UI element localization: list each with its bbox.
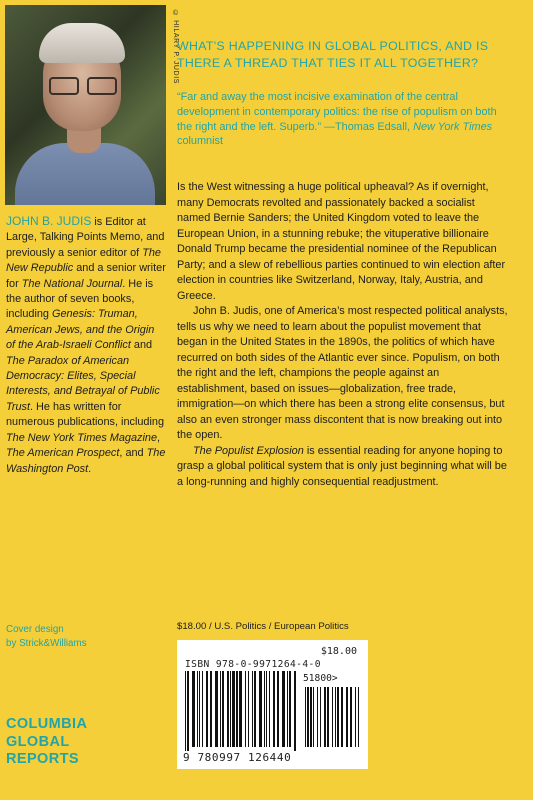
text-run: , and — [119, 447, 147, 460]
barcode-bar — [273, 671, 275, 747]
italic-text: The Populist Explosion — [193, 444, 304, 457]
barcode-bar — [269, 671, 270, 747]
barcode-bar — [236, 671, 238, 747]
cover-design-line: Cover design — [6, 624, 64, 635]
barcode-addon-bar — [327, 687, 329, 747]
barcode-bar — [230, 671, 231, 747]
author-bio — [6, 214, 166, 477]
barcode-bar — [232, 671, 235, 747]
barcode-digits: 9 780997 126440 — [183, 751, 292, 764]
barcode-bar — [289, 671, 291, 747]
text-run: and a senior writer for — [6, 262, 166, 290]
text-run: Is the West witnessing a huge political upheaval? As if overnight, many Democrats revolted and passionately backed a socialist named Bernie Sanders; the United Kingdom voted to leave the European Union, in a stunning rebuke; the vituperative billionaire Donald Trump became the presidential nominee of the Republican Party; and a slew of rebellious parties continued to win election after election in countries like Switzerland, Norway, Italy, Austria, and Greece. — [177, 181, 506, 302]
barcode-price: $18.00 — [320, 646, 357, 657]
barcode-bar — [294, 671, 296, 751]
description-paragraph — [177, 180, 509, 304]
barcode-addon-bar — [320, 687, 321, 747]
text-run: is essential reading for anyone hoping to grasp a global political system that is only just beginning what will be a long-running and highly consequential readjustment. — [177, 444, 507, 488]
barcode-isbn: ISBN 978-0-9971264-4-0 — [185, 659, 321, 670]
author-photo — [5, 5, 166, 205]
author-name: JOHN B. JUDIS — [6, 214, 92, 228]
barcode-bar — [264, 671, 265, 747]
cover-design-line: by Strick&Williams — [6, 638, 87, 649]
text-run: columnist — [177, 135, 223, 148]
author-bio-text — [6, 216, 166, 475]
barcode-addon-bar — [310, 687, 312, 747]
price-category-line: $18.00 / U.S. Politics / European Politics — [177, 621, 349, 632]
description-paragraph — [177, 444, 509, 491]
description-body — [177, 180, 509, 490]
text-run: “Far and away the most incisive examination of the central development in contemporary politics: the rise of populism on both the right and the left. Superb.” —Thomas Edsall, — [177, 91, 497, 133]
publisher-logo-line: REPORTS — [6, 751, 79, 767]
barcode-addon-bar — [350, 687, 352, 747]
text-run: . — [88, 462, 92, 475]
barcode-addon-bar — [355, 687, 356, 747]
barcode-bar — [206, 671, 208, 747]
barcode-bar — [199, 671, 200, 747]
italic-text: The New Republic — [6, 246, 161, 275]
author-photo-hair — [39, 23, 125, 63]
barcode-addon-bar — [358, 687, 359, 747]
barcode-addon-bar — [341, 687, 343, 747]
barcode-bar — [187, 671, 189, 751]
barcode-bar — [282, 671, 285, 747]
barcode-bar — [210, 671, 212, 747]
barcode-addon-bar — [305, 687, 306, 747]
barcode-bar — [239, 671, 242, 747]
barcode-box — [177, 640, 368, 769]
barcode-addon-bar — [346, 687, 348, 747]
barcode-bar — [192, 671, 195, 747]
barcode-bars — [177, 640, 368, 769]
barcode-bar — [277, 671, 279, 747]
barcode-bar — [259, 671, 262, 747]
headline: WHAT'S HAPPENING IN GLOBAL POLITICS, AND IS THERE A THREAD THAT TIES IT ALL TOGETHER? — [177, 39, 489, 70]
barcode-addon-bar — [307, 687, 309, 747]
barcode-bar — [222, 671, 224, 747]
barcode-bar — [252, 671, 253, 747]
author-photo-glasses — [49, 77, 117, 93]
italic-text: The New York Times Magazine — [6, 431, 158, 444]
photo-credit: © HILARY P. JUDIS — [172, 10, 179, 85]
text-run: John B. Judis, one of America’s most respected political analysts, tells us why we need to learn about the populist movement that began in the United States in the 1890s, the politics of which have recurred on both sides of the Atlantic ever since. Populism, on both the right and the left, champions the people against an establishment, based on issues—globalization, free trade, immigration—on which there has been a strong elite consensus, but also an even stronger mass discontent that is now breaking out into the open. — [177, 305, 508, 441]
barcode-bar — [227, 671, 229, 747]
barcode-addon-bar — [335, 687, 336, 747]
cover-design-credit — [6, 623, 166, 651]
italic-text: The National Journal — [21, 277, 123, 290]
barcode-bar — [287, 671, 288, 747]
barcode-bar — [202, 671, 203, 747]
barcode-addon-bar — [324, 687, 326, 747]
text-run: . He has written for numerous publications, including — [6, 400, 165, 429]
publisher-logo-line: COLUMBIA — [6, 716, 88, 732]
description-paragraph — [177, 304, 509, 444]
barcode-addon-bar — [313, 687, 314, 747]
text-run: is Editor at Large, Talking Points Memo, and previously a senior editor of — [6, 216, 165, 259]
italic-text: The Washington Post — [6, 447, 166, 475]
italic-text: New York Times — [413, 120, 493, 133]
barcode-bar — [197, 671, 198, 747]
barcode-bar — [220, 671, 221, 747]
barcode-addon-bar — [332, 687, 333, 747]
barcode-addon-bar — [337, 687, 339, 747]
barcode-bar — [245, 671, 246, 747]
italic-text: Genesis: Truman, American Jews, and the Origin of the Arab-Israeli Conflict — [6, 308, 155, 352]
publisher-logo-line: GLOBAL — [6, 733, 70, 750]
italic-text: The American Prospect — [6, 447, 120, 460]
text-run: . He is the author of seven books, including — [6, 277, 154, 321]
barcode-bar — [185, 671, 186, 751]
text-run: , — [157, 431, 161, 444]
barcode-bar — [215, 671, 218, 747]
barcode-bar — [248, 671, 249, 747]
barcode-bar — [266, 671, 267, 747]
publisher-logo — [6, 716, 136, 769]
text-run: and — [130, 339, 153, 352]
barcode-addon-bar — [317, 687, 318, 747]
barcode-addon-number: 51800> — [303, 673, 338, 684]
barcode-bar — [254, 671, 256, 747]
blurb-quote — [177, 90, 509, 149]
italic-text: The Paradox of American Democracy: Elites, Special Interests, and Betrayal of Public Trust — [6, 354, 160, 413]
